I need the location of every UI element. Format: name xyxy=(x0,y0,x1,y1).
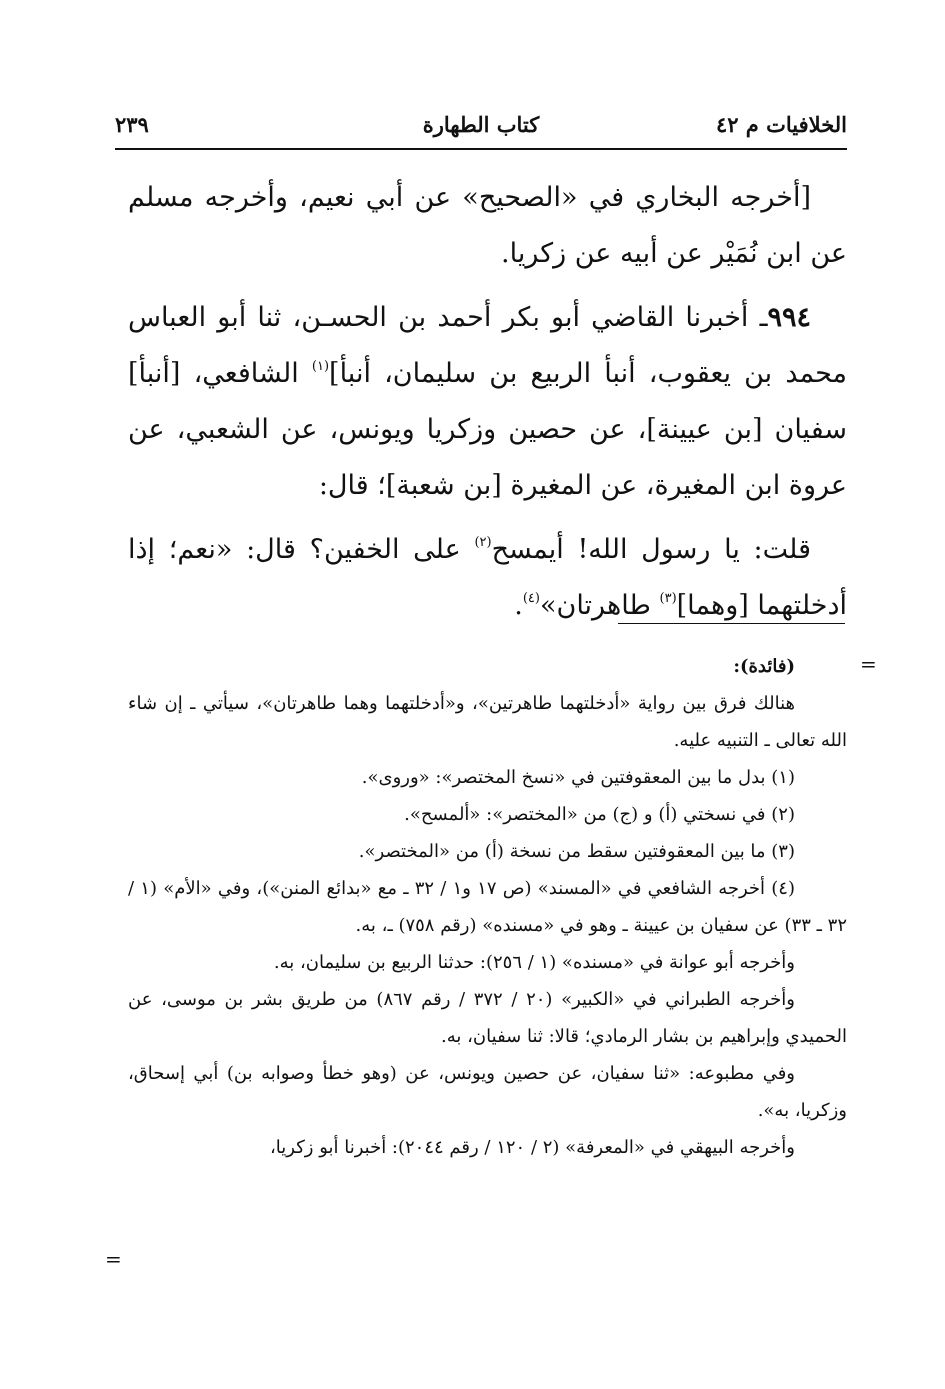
footnote-ref-4: (٤) xyxy=(522,591,540,606)
footnote-3: (٣) ما بين المعقوفتين سقط من نسخة (أ) من «المختصر». xyxy=(358,841,795,862)
paragraph-hadith-matn xyxy=(128,522,847,634)
footnote-2: (٢) في نسختي (أ) و (ج) من «المختصر»: «ألمسح». xyxy=(404,804,795,825)
header-chapter-title: كتاب الطهارة xyxy=(422,112,540,137)
main-text xyxy=(128,170,847,642)
matn-text-part1: قلت: يا رسول الله! أيمسح xyxy=(491,534,811,565)
footnote-ref-1: (١) xyxy=(311,359,330,374)
page-number: ٢٣٩ xyxy=(115,112,149,137)
isnad-text-part1: ـ أخبرنا القاضي أبو بكر أحمد بن الحسـن، ثنا أبو العباس محمد بن يعقوب، أنبأ الربيع بن سليمان، أنبأ] xyxy=(128,302,847,389)
footnote-ref-3: (٣) xyxy=(659,591,677,606)
footnote-4-printed-note: وفي مطبوعه: «ثنا سفيان، عن حصين ويونس، عن (وهو خطأ وصوابه بن) أبي إسحاق، وزكريا، به». xyxy=(128,1063,847,1121)
footnote-4-bayhaqi: وأخرجه البيهقي في «المعرفة» (٢ / ١٢٠ / رقم ٢٠٤٤): أخبرنا أبو زكريا، xyxy=(269,1137,795,1158)
footnote-4-tabarani: وأخرجه الطبراني في «الكبير» (٢٠ / ٣٧٢ / رقم ٨٦٧) من طريق بشر بن موسى، عن الحميدي وإبراهيم بن بشار الرمادي؛ قالا: ثنا سفيان، به. xyxy=(128,989,847,1047)
continuation-mark: = xyxy=(860,652,877,676)
paragraph-takhrij: [أخرجه البخاري في «الصحيح» عن أبي نعيم، وأخرجه مسلم عن ابن نُمَيْر عن أبيه عن زكريا. xyxy=(128,182,847,269)
fayda-text: هنالك فرق بين رواية «أدخلتهما طاهرتين»، و«أدخلتهما وهما طاهرتان»، سيأتي ـ إن شاء الله تعالى ـ التنبيه عليه. xyxy=(128,693,847,751)
footnote-1: (١) بدل ما بين المعقوفتين في «نسخ المختصر»: «وروى». xyxy=(361,767,795,788)
footnote-ref-2: (٢) xyxy=(474,535,492,550)
footnote-4-abu-awana: وأخرجه أبو عوانة في «مسنده» (١ / ٢٥٦): حدثنا الربيع بن سليمان، به. xyxy=(273,952,795,973)
header-book-part: الخلافيات م ٤٢ xyxy=(715,112,847,137)
fayda-title: (فائدة): xyxy=(733,656,795,677)
matn-text-part2: على الخفين؟ قال: «نعم؛ إذا أدخلتهما [وهما] xyxy=(128,534,847,621)
trailing-continuation-mark: = xyxy=(105,1247,122,1271)
footnotes xyxy=(128,648,847,1166)
matn-text-part3: طاهرتان» xyxy=(539,590,660,621)
paragraph-hadith-isnad xyxy=(128,290,847,514)
running-header xyxy=(115,108,847,150)
hadith-number: ٩٩٤ xyxy=(767,302,811,333)
isnad-text-part2: الشافعي، [أنبأ] سفيان [بن عيينة]، عن حصين وزكريا ويونس، عن الشعبي، عن عروة ابن المغيرة، عن المغيرة [بن شعبة]؛ قال: xyxy=(128,358,847,501)
matn-text-part4: . xyxy=(514,590,523,621)
footnote-separator xyxy=(618,623,845,624)
footnote-4: (٤) أخرجه الشافعي في «المسند» (ص ١٧ و١ / ٣٢ ـ مع «بدائع المنن»)، وفي «الأم» (١ / ٣٢ ـ ٣٣) عن سفيان بن عيينة ـ وهو في «مسنده» (رقم ٧٥٨) ـ، به. xyxy=(128,878,847,936)
